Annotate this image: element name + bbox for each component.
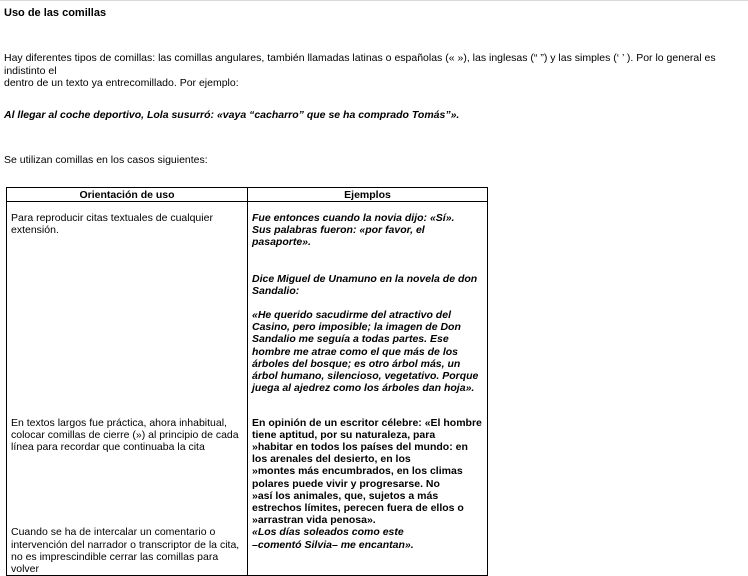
example-line: En opinión de un escritor célebre: «El hombre tiene aptitud, por su naturaleza, para xyxy=(252,416,482,441)
examples-cell xyxy=(248,409,488,527)
spacer xyxy=(252,249,483,261)
orientation-cell xyxy=(7,202,248,409)
top-divider xyxy=(0,0,748,1)
intro-line: dentro de un texto ya entrecomillado. Por ejemplo: xyxy=(4,77,239,89)
example-line: »habitar en todos los países del mundo: en los arenales del desierto, en los xyxy=(252,440,468,466)
intro-paragraph xyxy=(4,52,746,90)
example-line: »montes más encumbrados, en los climas polares puede vivir y progresarse. No xyxy=(252,465,463,490)
example-block xyxy=(252,212,483,394)
header-orientation: Orientación de uso xyxy=(7,188,248,202)
example-line: »arrastran vida penosa». xyxy=(252,514,376,527)
example-line: «Los días soleados como este xyxy=(252,526,404,539)
table-row xyxy=(7,526,488,575)
table-row xyxy=(7,202,488,409)
example-line: –comentó Silvia– me encantan». xyxy=(252,538,414,551)
examples-cell xyxy=(248,202,488,409)
intro-line: Hay diferentes tipos de comillas: las comillas angulares, también llamadas latinas o españolas (« »), las inglesas (“ ”) y las simples (‘ ’ ). Por lo general es indistinto el xyxy=(4,52,716,77)
orientation-cell xyxy=(7,409,248,527)
spacer xyxy=(252,297,483,309)
example-line: »así los animales, que, sujetos a más estrechos límites, perecen fuera de ellos o xyxy=(252,489,464,514)
example-sentence: Al llegar al coche deportivo, Lola susurró: «vaya “cacharro” que se ha comprado Tomás”». xyxy=(4,109,460,121)
example-line: Fue entonces cuando la novia dijo: «Sí». xyxy=(252,212,455,224)
lead-text: Se utilizan comillas en los casos siguientes: xyxy=(4,154,208,166)
example-block xyxy=(252,526,483,550)
orientation-cell xyxy=(7,526,248,575)
example-block xyxy=(252,417,483,527)
examples-cell xyxy=(248,526,488,575)
orientation-text: En textos largos fue práctica, ahora inhabitual, colocar comillas de cierre (») al principio de cada línea para recordar que continuaba la cita xyxy=(11,416,239,453)
orientation-text: Cuando se ha de intercalar un comentario o intervención del narrador o transcriptor de la cita, no es imprescindible cerrar las comillas para volver xyxy=(11,526,240,575)
page-title: Uso de las comillas xyxy=(4,7,107,19)
orientation-text: Para reproducir citas textuales de cualquier extensión. xyxy=(11,212,213,237)
table-row xyxy=(7,409,488,527)
example-quote: «He querido sacudirme del atractivo del Casino, pero imposible; la imagen de Don Sandalio me seguía a todas partes. Ese hombre me atrae como el que más de los árboles del bosque; es otro árbol más, un árbol humano, silencioso, vegetativo. Porque juega al ajedrez como los árboles dan hoja». xyxy=(252,309,479,395)
table-header-row xyxy=(7,188,488,202)
header-examples: Ejemplos xyxy=(248,188,488,202)
example-line: Dice Miguel de Unamuno en la novela de don Sandalio: xyxy=(252,272,478,297)
spacer xyxy=(252,261,483,273)
example-line: Sus palabras fueron: «por favor, el pasaporte». xyxy=(252,224,425,249)
usage-table xyxy=(6,187,488,576)
